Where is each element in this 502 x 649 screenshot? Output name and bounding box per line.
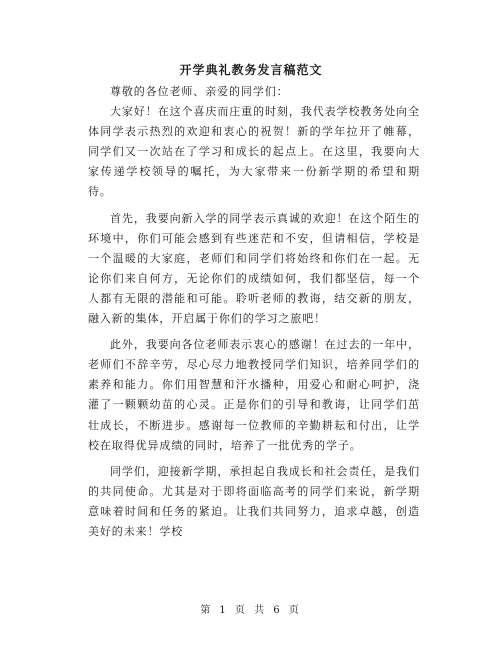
document-body xyxy=(88,82,420,548)
page-number-footer: 第 1 页 共 6 页 xyxy=(200,605,302,616)
document-title: 开学典礼教务发言稿范文 xyxy=(179,63,323,77)
paragraph-3: 此外，我要向各位老师表示衷心的感谢！在过去的一年中，老师们不辞辛劳，尽心尽力地教授同学们知识，培养同学们的素养和能力。你们用智慧和汗水播种，用爱心和耐心呵护，浇灌了一颗颗幼苗的心灵。正是你们的引导和教诲，让同学们茁壮成长，不断进步。感谢每一位教师的辛勤耕耘和付出，让学校在取得优异成绩的同时，培养了一批优秀的学子。 xyxy=(88,338,420,452)
paragraph-4: 同学们，迎接新学期，承担起自我成长和社会责任，是我们的共同使命。尤其是对于即将面临高考的同学们来说，新学期意味着时间和任务的紧迫。让我们共同努力，追求卓越，创造美好的未来！学校 xyxy=(88,464,420,538)
paragraph-1: 大家好！在这个喜庆而庄重的时刻，我代表学校教务处向全体同学表示热烈的欢迎和衷心的祝贺！新的学年拉开了帷幕，同学们又一次站在了学习和成长的起点上。在这里，我要向大家传递学校领导的嘱托，为大家带来一份新学期的希望和期待。 xyxy=(88,105,420,199)
paragraph-2: 首先，我要向新入学的同学表示真诚的欢迎！在这个陌生的环境中，你们可能会感到有些迷茫和不安，但请相信，学校是一个温暖的大家庭，老师们和同学们将始终和你们在一起。无论你们来自何方，无论你们的成绩如何，我们都坚信，每一个人都有无限的潜能和可能。聆听老师的教诲，结交新的朋友，融入新的集体，开启属于你们的学习之旅吧！ xyxy=(88,211,420,326)
salutation: 尊敬的各位老师、亲爱的同学们： xyxy=(110,85,289,98)
